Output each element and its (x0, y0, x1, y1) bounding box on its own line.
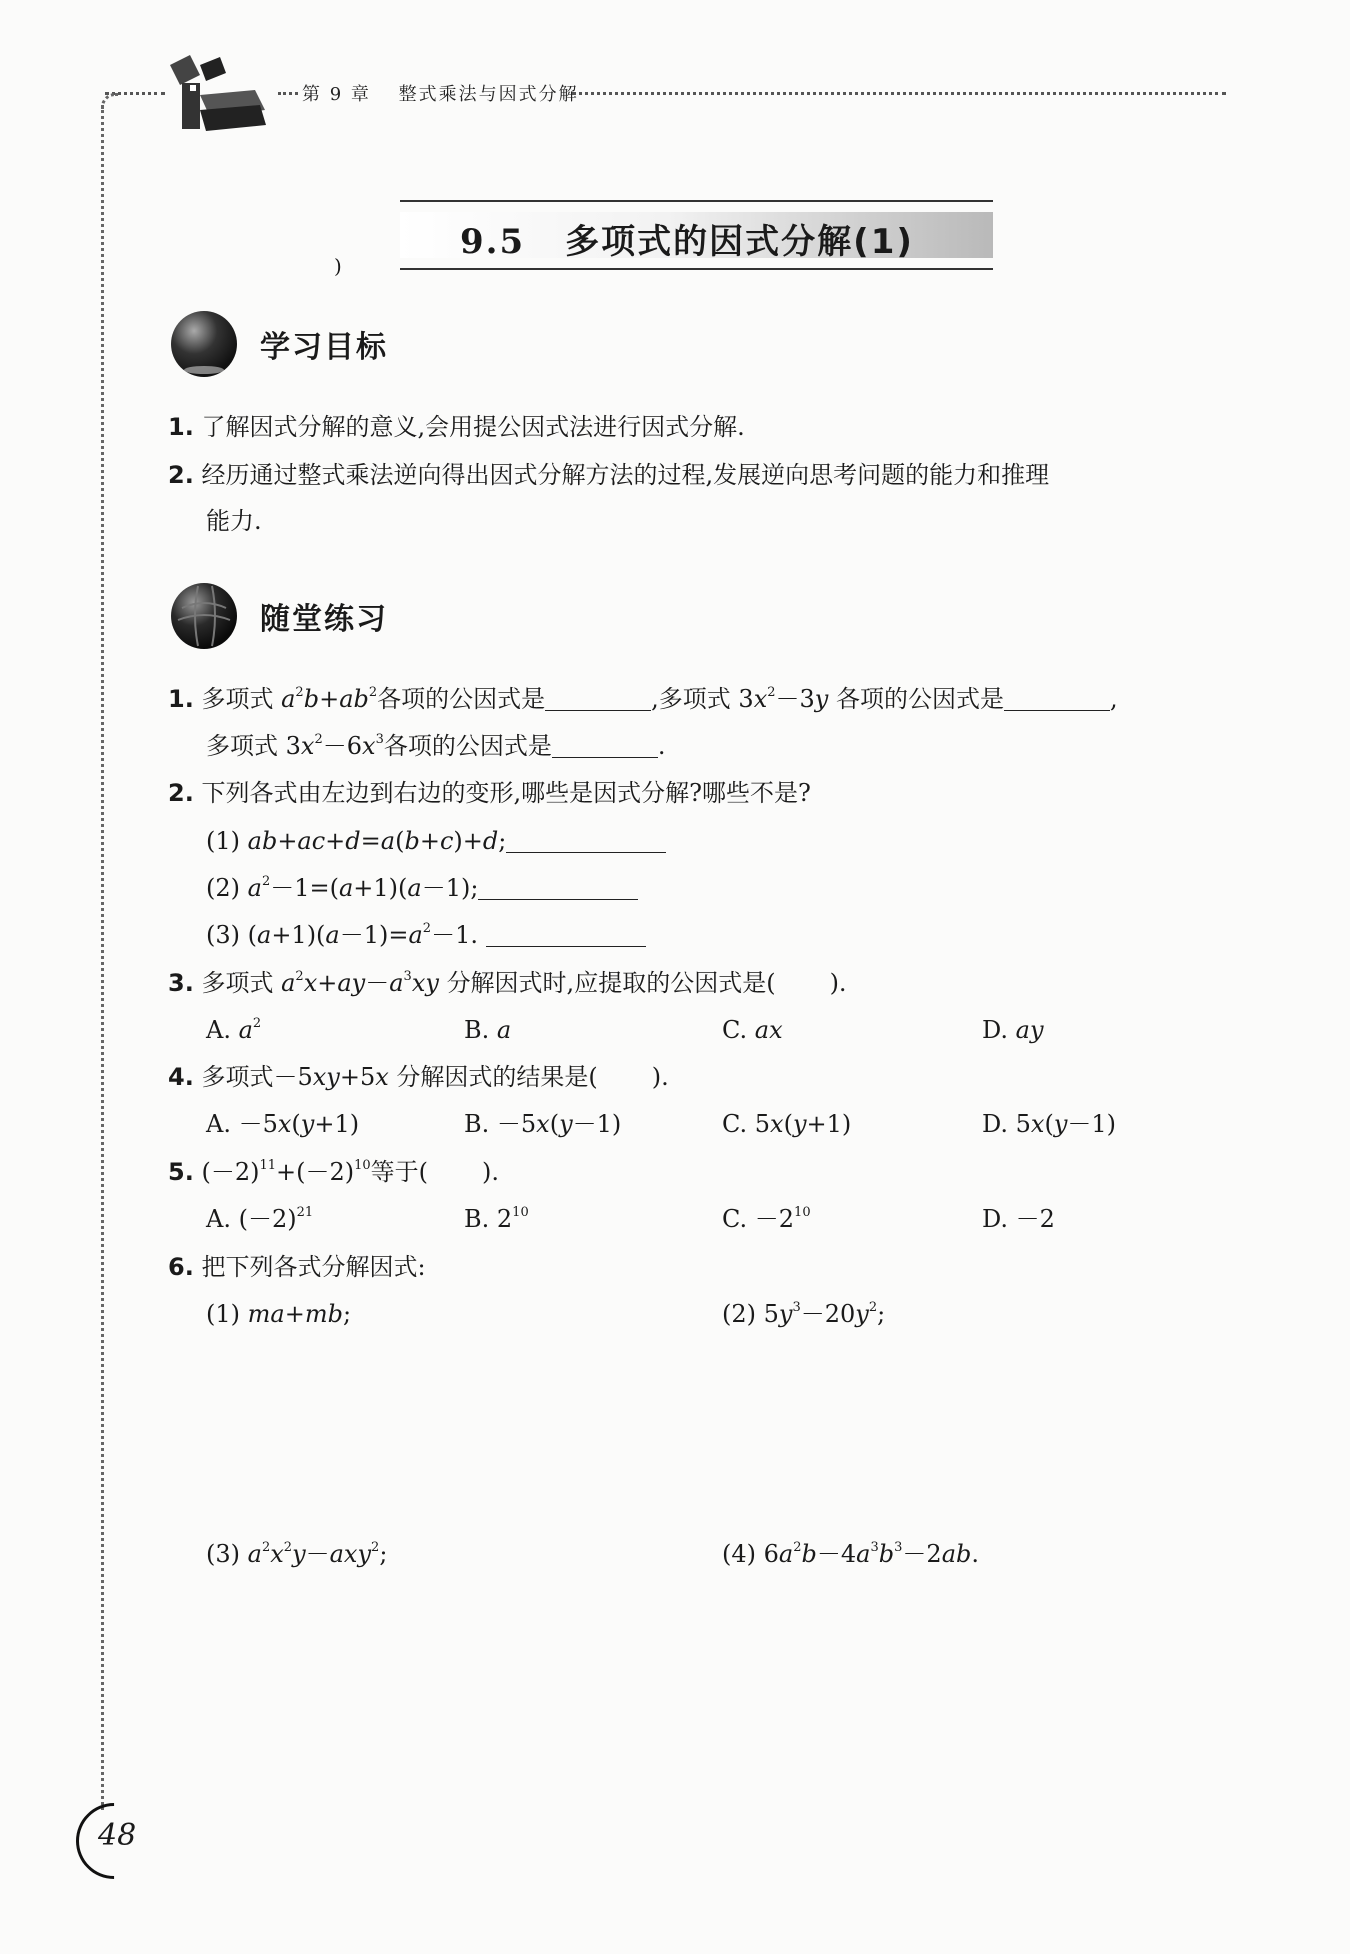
question-3: 3. 多项式 $a^2x+ay-a^3xy$ 分解因式时,应提取的公因式是( ). (168, 969, 847, 997)
option-a: A. $a^2$ (206, 1016, 262, 1044)
header-dotted-rule (572, 92, 1226, 95)
margin-dotted-line (101, 105, 104, 1810)
header-dotted-rule (278, 92, 298, 95)
option-b: B. a (464, 1016, 512, 1044)
option-c: C. ax (722, 1016, 783, 1044)
question-2-part-1: (1) ab+ac+d=a(b+c)+d; (206, 824, 666, 858)
option-d: D. 5x(y－1) (982, 1110, 1117, 1138)
chapter-logo-icon (160, 55, 270, 135)
section-heading: 学习目标 (260, 330, 388, 365)
question-6-part-1: (1) ma+mb; (206, 1300, 352, 1328)
question-2-part-3: (3) $(a+1)(a-1)=a^2-1$. (206, 918, 646, 952)
question-5: 5. $(-2)^{11}+(-2)^{10}$等于( ). (168, 1158, 500, 1186)
question-2-part-2: (2) $a^2-1=(a+1)(a-1)$; (206, 871, 638, 905)
question-2: 2. 下列各式由左边到右边的变形,哪些是因式分解?哪些不是? (168, 779, 811, 807)
question-1-continued: 多项式 $3x^2-6x^3$各项的公因式是 . (206, 732, 666, 760)
goal-item-continued: 能力. (206, 507, 262, 535)
option-d: D. ay (982, 1016, 1044, 1044)
globe-icon (168, 580, 240, 652)
question-4: 4. 多项式－5xy+5x 分解因式的结果是( ). (168, 1063, 669, 1091)
option-a: A. $(-2)^{21}$ (206, 1205, 314, 1233)
section-number: 9.5 (460, 222, 526, 262)
question-6-part-2: (2) $5y^3-20y^2$; (722, 1300, 886, 1328)
question-6: 6. 把下列各式分解因式: (168, 1253, 426, 1281)
page-title (460, 214, 914, 263)
option-b: B. $2^{10}$ (464, 1205, 529, 1233)
page-number: 48 (98, 1818, 137, 1853)
goal-item: 2. 经历通过整式乘法逆向得出因式分解方法的过程,发展逆向思考问题的能力和推理 (168, 461, 1050, 489)
chapter-header: 第 9 章 整式乘法与因式分解 (302, 84, 579, 105)
question-6-part-3: (3) $a^2x^2y-axy^2$; (206, 1540, 388, 1568)
option-c: C. 5x(y+1) (722, 1110, 852, 1138)
section-heading: 随堂练习 (260, 602, 388, 637)
option-d: D. －2 (982, 1205, 1055, 1233)
option-b: B. －5x(y－1) (464, 1110, 622, 1138)
globe-icon (168, 308, 240, 380)
question-6-part-4: (4) $6a^2b-4a^3b^3-2ab$. (722, 1540, 979, 1568)
option-c: C. $-2^{10}$ (722, 1205, 811, 1233)
option-a: A. －5x(y+1) (206, 1110, 360, 1138)
question-1: 1. 多项式 $a^2b+ab^2$各项的公因式是 ,多项式 $3x^2-3y$ 各项的公因式是 , (168, 685, 1118, 713)
section-title-text: 多项式的因式分解(1) (565, 222, 914, 262)
section-title-banner (400, 200, 993, 270)
goal-item: 1. 了解因式分解的意义,会用提公因式法进行因式分解. (168, 413, 745, 441)
stray-mark: ) (334, 254, 342, 278)
